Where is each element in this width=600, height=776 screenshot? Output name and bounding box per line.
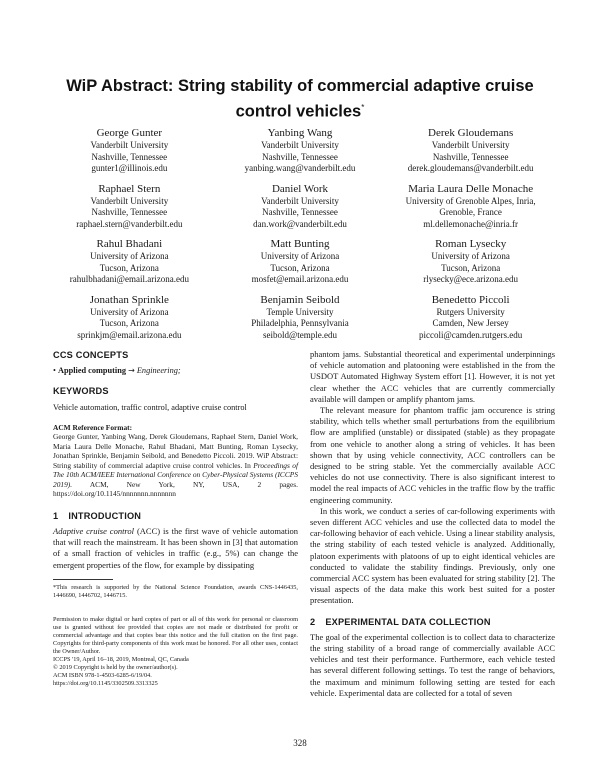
author-affiliation: Vanderbilt University: [90, 140, 169, 150]
left-column: [53, 350, 298, 688]
author-email[interactable]: mosfet@email.arizona.edu: [251, 274, 349, 284]
author: [215, 126, 386, 175]
intro-text: (ACC) is the first wave of vehicle automation that will reach the mainstream. It has been shown in [3] that automation of a small fraction of vehicles in traffic (e.g., 5%) can change the emergent properties of the flow, for example by dissipating: [53, 526, 298, 570]
author-email[interactable]: ml.dellemonache@inria.fr: [423, 218, 519, 229]
title-footnote-mark: *: [361, 103, 365, 112]
reference-format-body: [53, 432, 298, 499]
ccs-subconcept: Engineering;: [136, 366, 181, 376]
author-location: Nashville, Tennessee: [91, 151, 168, 162]
author-email[interactable]: seibold@temple.edu: [262, 329, 337, 340]
section2-heading: [310, 617, 555, 628]
author-affiliation: Temple University: [266, 306, 334, 317]
author-affiliation: University of Arizona: [260, 251, 340, 261]
author-location: Tucson, Arizona: [99, 262, 159, 273]
author: [44, 293, 215, 342]
ccs-concept: [53, 365, 298, 376]
intro-paragraph: [53, 526, 298, 571]
author-name: Maria Laura Delle Monache: [408, 182, 534, 195]
intro-lead: Adaptive cruise control: [53, 526, 135, 537]
page-number: 328: [293, 738, 307, 748]
author-name: Roman Lysecky: [435, 238, 507, 250]
body-paragraph: In this work, we conduct a series of car-following experiments with seven different ACC vehicles and use the collected data to model the car-following behavior of each vehicle. Using a linear stability analysis, the string stability of each tested vehicle is analyzed. Additionally, platoon experiments with platoons of up to eight identical vehicles are conducted to validate the stability findings. Previously, only one commercial ACC system has been evaluated for string stability [2]. The visual aspects of the data make this work best suited for a poster presentation.: [310, 505, 555, 606]
author-name: Daniel Work: [271, 182, 329, 195]
author: [44, 126, 215, 175]
permission-text: Permission to make digital or hard copies of part or all of this work for personal or classroom use is granted without fee provided that copies are not made or distributed for profit or commercial advantage and that copies bear this notice and the full citation on the first page. Copyrights for third-party components of this work must be honored. For all other uses, contact the Owner/Author.: [53, 615, 298, 655]
author-affiliation: Vanderbilt University: [431, 140, 510, 150]
ccs-heading: CCS CONCEPTS: [53, 350, 129, 360]
author-email[interactable]: rlysecky@ece.arizona.edu: [423, 274, 519, 284]
body-paragraph: The relevant measure for phantom traffic jam occurence is string stability, which tells whether small perturbations from the equilibrium flow are amplified (unstable) or dissipated (stable) as they propagate from one vehicle to another along a string of vehicles. It has been shown that by using vehicle connectivity, ACC controllers can be designed to be string stable. Yet the commercially available ACC vehicles do not use connectivity. There is also significant interest to model the real impacts of ACC vehicles in the traffic flow by the traffic engineering community.: [310, 405, 555, 505]
section-number: 2: [310, 616, 316, 627]
author-affiliation: University of Grenoble Alpes, Inria,: [405, 195, 536, 206]
author-location: Tucson, Arizona: [441, 262, 501, 273]
keywords-heading: KEYWORDS: [53, 386, 109, 397]
author-location: Nashville, Tennessee: [262, 207, 338, 217]
author-affiliation: Vanderbilt University: [261, 140, 339, 150]
bullet-glyph: •: [53, 366, 56, 376]
author-affiliation: University of Arizona: [90, 251, 169, 261]
doi-link[interactable]: https://doi.org/10.1145/3302509.3313325: [53, 679, 158, 687]
author-name: George Gunter: [96, 127, 163, 139]
author-location: Nashville, Tennessee: [432, 151, 509, 162]
author-affiliation: Vanderbilt University: [261, 195, 339, 206]
author: [44, 182, 215, 231]
author: [385, 126, 556, 175]
right-column: [310, 349, 555, 699]
author-affiliation: Vanderbilt University: [90, 195, 169, 206]
author: [385, 293, 556, 342]
spacer: [310, 607, 555, 617]
author: [385, 182, 556, 231]
author-email[interactable]: derek.gloudemans@vanderbilt.edu: [407, 163, 534, 173]
section-title: INTRODUCTION: [68, 510, 142, 521]
funding-footnote: *This research is supported by the National Science Foundation, awards CNS-1446435, 1446690, 1446702, 1446715.: [53, 583, 298, 599]
author-affiliation: Rutgers University: [436, 306, 505, 317]
author-name: Rahul Bhadani: [96, 238, 163, 250]
author-location: Nashville, Tennessee: [91, 207, 168, 217]
body-paragraph: The goal of the experimental collection is to collect data to characterize the string stability of a broad range of commercially available ACC vehicles and test their performance. Furthermore, each vehicle tested has several different following settings. To test the range of behaviors, the maximum and minimum following setting are tested for each vehicle. Experimental data are collected for a total of seven: [310, 631, 555, 698]
author-name: Benjamin Seibold: [260, 293, 340, 306]
author-email[interactable]: piccoli@camden.rutgers.edu: [419, 329, 523, 340]
permission-block: [53, 616, 298, 688]
author-name: Raphael Stern: [98, 182, 161, 195]
keywords-text: Vehicle automation, traffic control, adaptive cruise control: [53, 402, 247, 412]
author-block: [44, 126, 556, 341]
copyright-line: © 2019 Copyright is held by the owner/author(s).: [53, 663, 178, 671]
reference-proceedings: Proceedings of The 10th ACM/IEEE International Conference on Cyber-Physical Systems (ICCPS 2019).: [53, 460, 299, 489]
paper-title: [40, 76, 560, 123]
author-affiliation: University of Arizona: [431, 251, 510, 261]
author: [215, 237, 386, 286]
author-email[interactable]: gunter1@illinois.edu: [91, 163, 168, 173]
footnote-divider: [53, 579, 113, 580]
author-location: Grenoble, France: [439, 207, 502, 217]
author-name: Matt Bunting: [270, 238, 330, 250]
author-name: Benedetto Piccoli: [431, 293, 510, 306]
author-email[interactable]: raphael.stern@vanderbilt.edu: [76, 218, 183, 229]
author-name: Jonathan Sprinkle: [89, 293, 169, 306]
author-email[interactable]: rahulbhadani@email.arizona.edu: [69, 274, 189, 284]
title-text: WiP Abstract: String stability of commercial adaptive cruise control vehicles: [66, 77, 534, 121]
author-affiliation: University of Arizona: [90, 306, 169, 317]
body-paragraph: phantom jams. Substantial theoretical and experimental underpinnings of vehicle automation and platooning were established in the from the USDOT Automated Highway System effort [1]. However, it is not yet clear whether the ACC vehicles that are currently commercially available will dampen or amplify phantom jams.: [310, 349, 555, 404]
arrow-right-icon: →: [128, 366, 135, 376]
author-name: Derek Gloudemans: [428, 127, 514, 139]
author-location: Camden, New Jersey: [432, 318, 509, 328]
author: [44, 237, 215, 286]
author-location: Philadelphia, Pennsylvania: [251, 318, 349, 328]
section-number: 1: [53, 510, 59, 521]
author: [215, 293, 386, 342]
author-location: Nashville, Tennessee: [262, 151, 338, 162]
author-location: Tucson, Arizona: [99, 318, 159, 328]
author-name: Yanbing Wang: [267, 127, 333, 139]
author-email[interactable]: yanbing.wang@vanderbilt.edu: [244, 163, 356, 173]
author-location: Tucson, Arizona: [270, 262, 330, 273]
isbn-line: ACM ISBN 978-1-4503-6285-6/19/04.: [53, 671, 152, 679]
author-email[interactable]: sprinkjm@email.arizona.edu: [77, 329, 182, 340]
section-title: EXPERIMENTAL DATA COLLECTION: [325, 616, 491, 627]
reference-authors: George Gunter, Yanbing Wang, Derek Gloudemans, Raphael Stern, Daniel Work, Maria Laura Delle Monache, Rahul Bhadani, Matt Bunting, Roman Lysecky, Jonathan Sprinkle, Benjamin Seibold, and Benedetto Piccoli. 2019. WiP Abstract: String stability of commercial adaptive cruise control vehicles. In: [53, 432, 298, 470]
author: [215, 182, 386, 231]
reference-format-heading: ACM Reference Format:: [53, 422, 133, 432]
reference-tail: ACM, New York, NY, USA, 2 pages. https://doi.org/10.1145/nnnnnnn.nnnnnnn: [53, 479, 298, 499]
author-email[interactable]: dan.work@vanderbilt.edu: [253, 218, 347, 229]
intro-heading: [53, 511, 298, 522]
author: [385, 237, 556, 286]
ccs-concept-label: Applied computing: [57, 366, 126, 376]
conference-line: ICCPS '19, April 16–18, 2019, Montreal, QC, Canada: [53, 655, 189, 663]
